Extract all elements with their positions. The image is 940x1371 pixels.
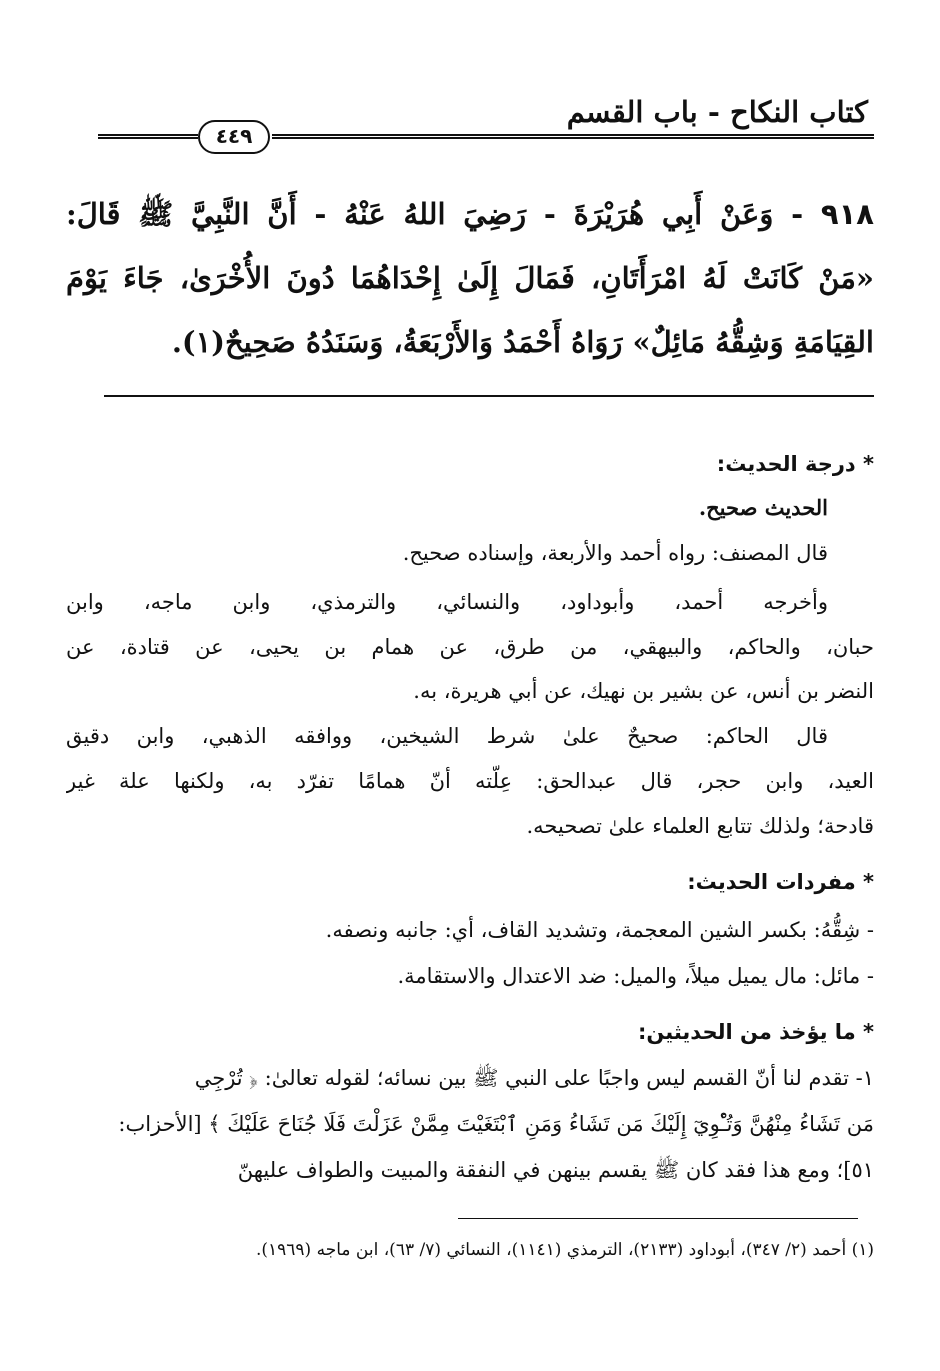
grade-line: قال الحاكم: صحيحٌ علىٰ شرط الشيخين، ووافقه الذهبي، وابن دقيق — [66, 724, 828, 748]
grade-line: العيد، وابن حجر، قال عبدالحق: عِلّته أنّ همامًا تفرّد به، ولكنها علة غير — [66, 769, 874, 793]
grade-line: وأخرجه أحمد، وأبوداود، والنسائي، والترمذي، وابن ماجه، وابن — [66, 590, 828, 614]
grade-line: قال المصنف: رواه أحمد والأربعة، وإسناده صحيح. — [402, 541, 828, 565]
header-rule-right — [272, 134, 874, 139]
vocab-line: - شِقُّهُ: بكسر الشين المعجمة، وتشديد القاف، أي: جانبه ونصفه. — [325, 918, 874, 942]
vocab-heading: * مفردات الحديث: — [687, 870, 874, 894]
vocab-line: - مائل: مال يميل ميلاً، والميل: ضد الاعتدال والاستقامة. — [397, 964, 874, 988]
grade-heading: * درجة الحديث: — [716, 452, 874, 476]
lessons-line: ١- تقدم لنا أنّ القسم ليس واجبًا على النبي ﷺ بين نسائه؛ لقوله تعالىٰ: ﴿ تُرْجِي — [194, 1066, 874, 1090]
hadith-line-1-text: - وَعَنْ أَبِي هُرَيْرَةَ - رَضِيَ اللهُ عَنْهُ - أَنَّ النَّبِيَّ ﷺ قَالَ: — [66, 197, 804, 231]
hadith-line-3: القِيَامَةِ وَشِقُّهُ مَائِلٌ» رَوَاهُ أَحْمَدُ وَالأَرْبَعَةُ، وَسَنَدُهُ صَحِيحٌ(١). — [171, 325, 874, 359]
hadith-line-2: «مَنْ كَانَتْ لَهُ امْرَأَتَانِ، فَمَالَ إِلَىٰ إِحْدَاهُمَا دُونَ الأُخْرَىٰ، جَاءَ يَوْمَ — [66, 261, 874, 295]
section-divider — [104, 395, 874, 397]
lessons-heading: * ما يؤخذ من الحديثين: — [637, 1020, 874, 1044]
running-header-title: كتاب النكاح - باب القسم — [566, 95, 868, 129]
hadith-text — [66, 182, 874, 374]
hadith-number: ٩١٨ — [820, 197, 874, 231]
lessons-line: مَن تَشَاءُ مِنْهُنَّ وَتُـْٔوِيٓ إِلَيْكَ مَن تَشَاءُ وَمَنِ ٱبْتَغَيْتَ مِمَّنْ عَزَلْتَ فَلَا جُنَاحَ عَلَيْكَ ﴾ [الأحزاب: — [118, 1112, 874, 1136]
hadith-line-1 — [66, 182, 874, 246]
header-rule-left — [98, 134, 198, 139]
page-number-badge: ٤٤٩ — [198, 120, 270, 154]
footnote-rule — [458, 1218, 858, 1219]
grade-line: النضر بن أنس، عن بشير بن نهيك، عن أبي هريرة، به. — [413, 679, 874, 703]
lessons-line: ٥١]؛ ومع هذا فقد كان ﷺ يقسم بينهن في النفقة والمبيت والطواف عليهنّ — [237, 1158, 874, 1182]
grade-line: قادحة؛ ولذلك تتابع العلماء علىٰ تصحيحه. — [526, 814, 874, 838]
grade-verdict: الحديث صحيح. — [698, 495, 828, 520]
footnote: (١) أحمد (٢/ ٣٤٧)، أبوداود (٢١٣٣)، الترمذي (١١٤١)، النسائي (٧/ ٦٣)، ابن ماجه (١٩٦٩). — [255, 1240, 874, 1260]
grade-line: حبان، والحاكم، والبيهقي، من طرق، عن همام بن يحيى، عن قتادة، عن — [66, 635, 874, 659]
